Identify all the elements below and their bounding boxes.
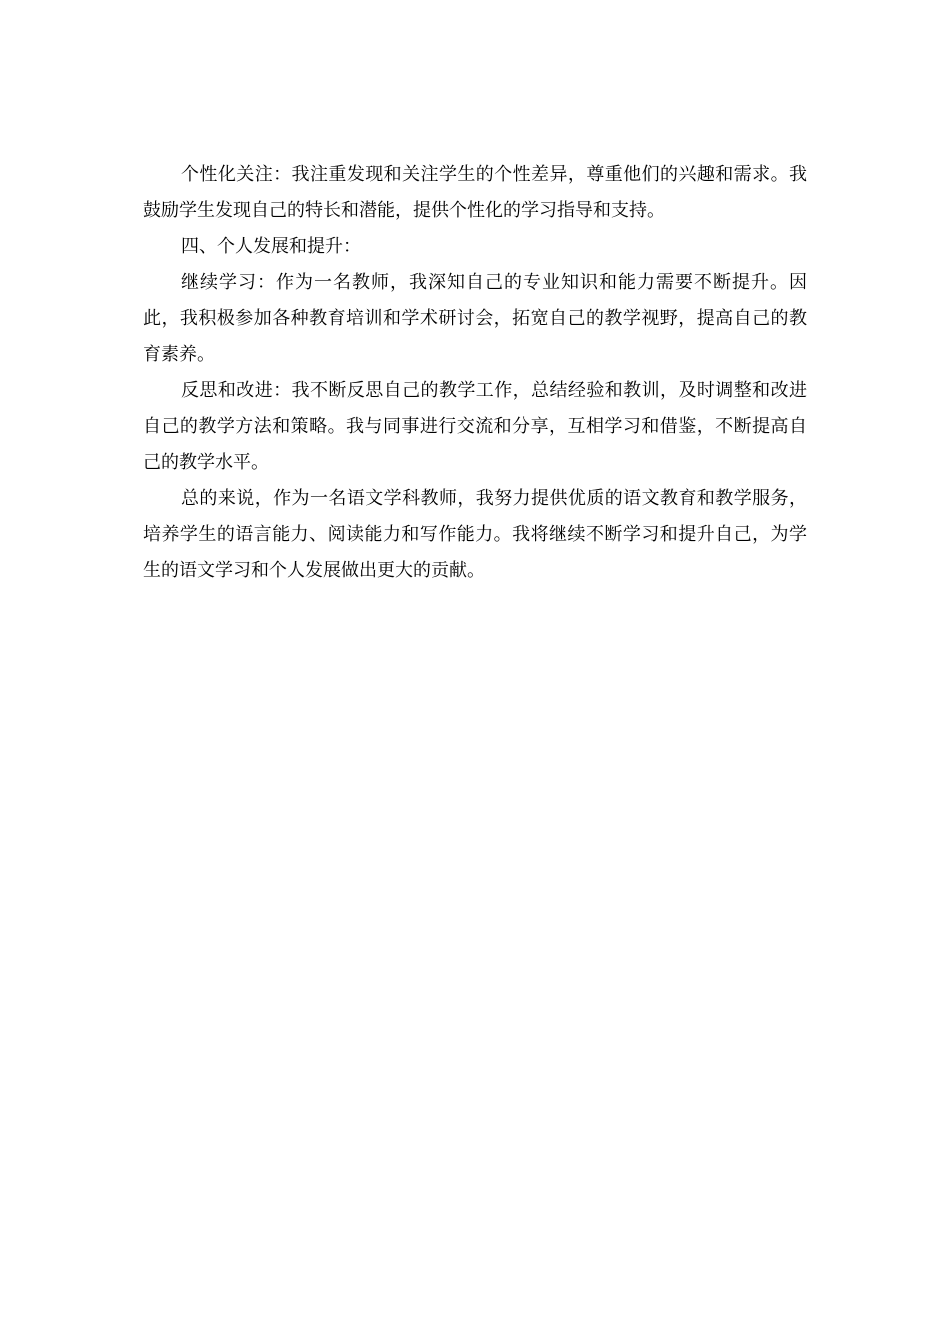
paragraph-continuous-learning: 继续学习：作为一名教师，我深知自己的专业知识和能力需要不断提升。因此，我积极参加各种教育培训和学术研讨会，拓宽自己的教学视野，提高自己的教育素养。 <box>143 272 807 365</box>
document-body <box>143 157 807 589</box>
paragraph-personalized-attention: 个性化关注：我注重发现和关注学生的个性差异，尊重他们的兴趣和需求。我鼓励学生发现自己的特长和潜能，提供个性化的学习指导和支持。 <box>143 164 807 221</box>
paragraph-summary: 总的来说，作为一名语文学科教师，我努力提供优质的语文教育和教学服务，培养学生的语言能力、阅读能力和写作能力。我将继续不断学习和提升自己，为学生的语文学习和个人发展做出更大的贡献。 <box>143 488 807 581</box>
section-heading-personal-development: 四、个人发展和提升： <box>181 236 361 257</box>
paragraph-reflection-improvement: 反思和改进：我不断反思自己的教学工作，总结经验和教训，及时调整和改进自己的教学方法和策略。我与同事进行交流和分享，互相学习和借鉴，不断提高自己的教学水平。 <box>143 380 807 473</box>
